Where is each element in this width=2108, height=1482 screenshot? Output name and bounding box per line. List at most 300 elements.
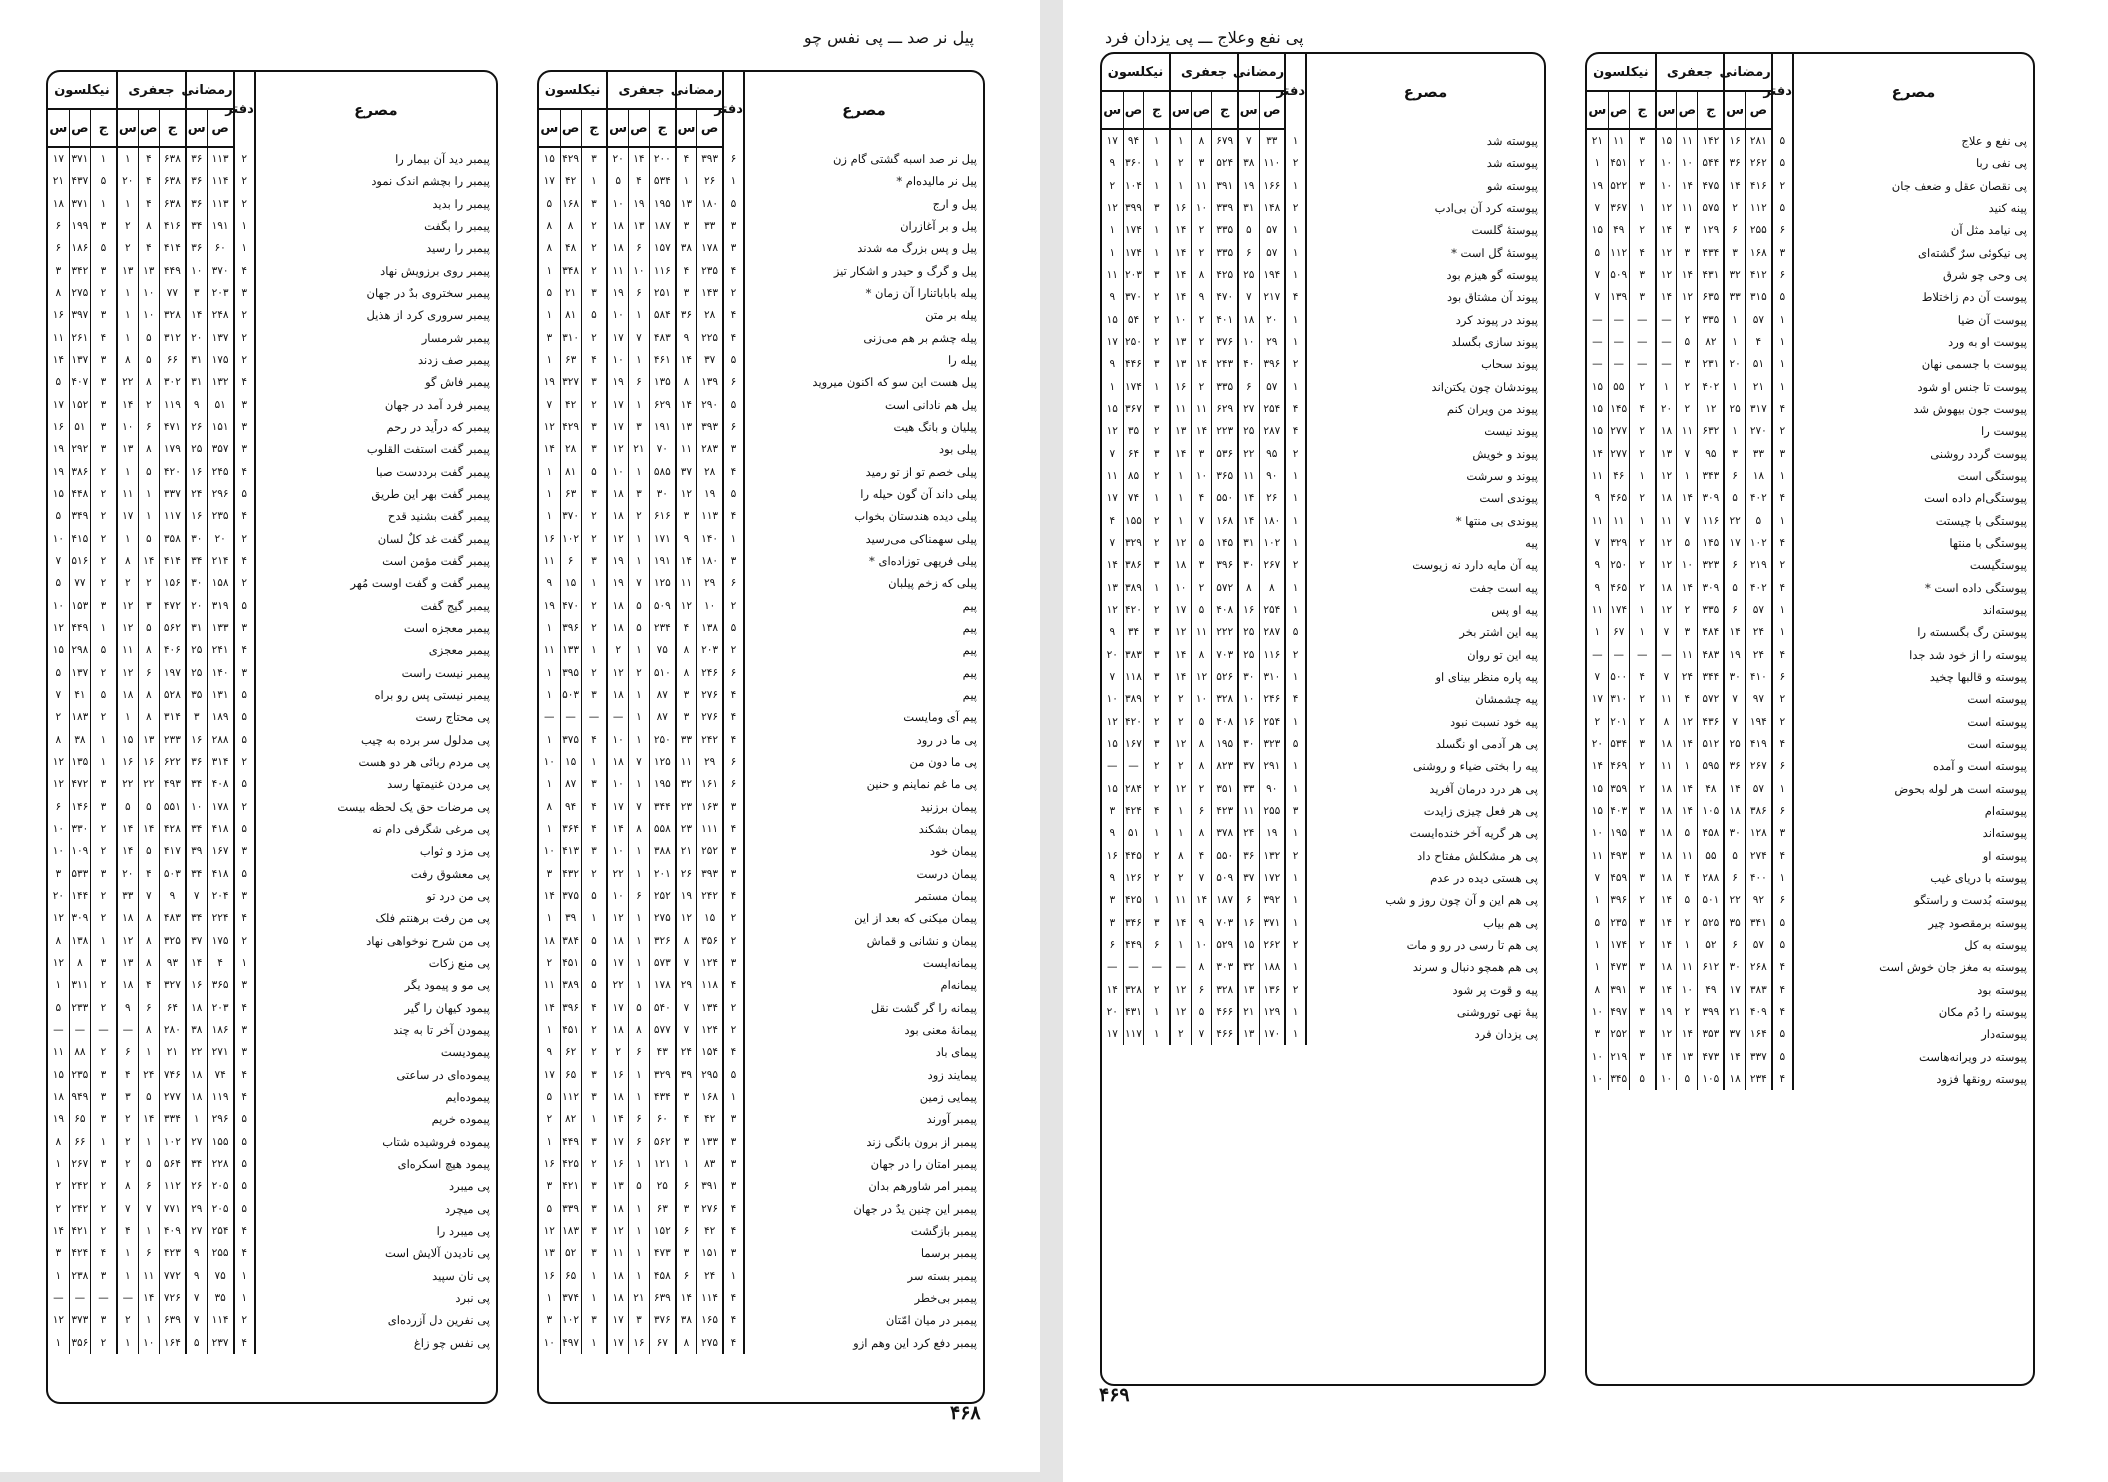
nicholson-page-cell: — [1123, 956, 1144, 978]
daftar-cell: ۴ [1772, 978, 1793, 1000]
nicholson-vol-cell: ۱ [1144, 577, 1170, 599]
jafari-line-cell: ۱۸ [117, 907, 138, 929]
nicholson-line-cell: ۱ [546, 510, 553, 523]
daftar-cell: ۲ [234, 349, 255, 371]
jafari-page-cell: ۸ [1191, 129, 1212, 152]
jafari-line-cell: ۲ [607, 639, 628, 661]
nicholson-vol-cell: ۲ [581, 528, 607, 550]
nicholson-vol-cell: — [1629, 331, 1655, 353]
ramazani-line-cell: ۱۱ [676, 751, 697, 773]
mesra-cell: پیمبر شرمسار [255, 327, 496, 349]
ramazani-page-cell: ۱۱۸ [697, 974, 723, 996]
table-row [539, 260, 983, 282]
mesra-cell: پی نقصان عقل و ضعف جان [1793, 175, 2033, 197]
nicholson-page-cell: ۲۷۵ [69, 282, 90, 304]
jafari-line-cell: ۱ [1170, 800, 1191, 822]
jafari-line-cell: ۱۸ [1170, 554, 1191, 576]
nicholson-line-cell: ۱۵ [52, 644, 65, 657]
jafari-line-cell: ۱۰ [607, 461, 628, 483]
daftar-cell: ۴ [234, 1063, 255, 1085]
jafari-line-cell: ۱ [117, 1264, 138, 1286]
nicholson-line-cell: ۶ [55, 800, 62, 813]
ramazani-page-cell: ۲۴۶ [697, 662, 723, 684]
mesra-cell: پیوسته بود [1793, 978, 2033, 1000]
jafari-page-cell: ۲ [1677, 398, 1698, 420]
nicholson-vol-cell: ۳ [90, 773, 117, 795]
ramazani-page-cell: ۲۵۵ [1259, 800, 1285, 822]
ramazani-page-cell: ۵۱ [1745, 353, 1771, 375]
jafari-page-cell: ۱ [628, 773, 649, 795]
ramazani-page-cell: ۲۹۱ [1259, 755, 1285, 777]
ramazani-line-cell: ۲۴ [676, 1041, 697, 1063]
daftar-cell: ۵ [723, 193, 744, 215]
jafari-line-cell: ۱ [117, 706, 138, 728]
nicholson-page-cell: ۳۸۹ [1123, 688, 1144, 710]
jafari-vol-cell: ۱۷۱ [649, 528, 675, 550]
jafari-page-cell: ۸ [138, 438, 159, 460]
nicholson-vol-cell: ۴ [581, 729, 607, 751]
mesra-cell: پیوسته است [1793, 688, 2033, 710]
mesra-cell: پیمبر گفت بهر این طریق [255, 483, 496, 505]
table-row [1587, 644, 2033, 666]
jafari-vol-cell: ۵۲۸ [159, 684, 186, 706]
ramazani-line-cell: ۱۶ [1238, 599, 1259, 621]
ramazani-line-cell: ۳۰ [1724, 666, 1745, 688]
nicholson-line-cell: ۸ [55, 733, 62, 746]
nicholson-line-cell: ۲۰ [52, 889, 65, 902]
nicholson-page-cell: ۳۴۲ [69, 260, 90, 282]
ramazani-line-cell: ۵ [1238, 219, 1259, 241]
ramazani-line-cell: ۲۱ [676, 840, 697, 862]
nicholson-vol-cell: ۲ [1629, 376, 1655, 398]
ramazani-page-cell: ۱۷۵ [207, 929, 234, 951]
ramazani-page-cell: ۳۸۶ [1745, 800, 1771, 822]
nicholson-page-cell: ۴۱۳ [560, 840, 581, 862]
nicholson-page-cell: — [69, 1287, 90, 1309]
nicholson-page-cell: ۹۴ [560, 796, 581, 818]
jafari-vol-cell: ۱۳۵ [649, 371, 675, 393]
nicholson-vol-cell: ۳ [90, 371, 117, 393]
table-row [1102, 1023, 1544, 1045]
table-row [48, 282, 496, 304]
jafari-vol-cell: ۶۱۶ [649, 505, 675, 527]
jafari-page-cell: ۱۳ [1677, 1045, 1698, 1067]
ramazani-page-cell: ۲۳۵ [697, 260, 723, 282]
ramazani-line-cell: ۳ [186, 282, 207, 304]
mesra-cell: پیمان برزنید [744, 796, 983, 818]
nicholson-page-cell: ۳۴۸ [560, 260, 581, 282]
jafari-vol-cell: ۳۳۹ [1212, 197, 1238, 219]
nicholson-line-cell: ۱ [55, 979, 62, 992]
mesra-cell: پیوند سحاب [1306, 353, 1544, 375]
nicholson-page-cell: ۴۴۹ [560, 1130, 581, 1152]
nicholson-line-cell: ۱ [546, 488, 553, 501]
nicholson-page-cell: ۹۴۹ [69, 1086, 90, 1108]
ramazani-line-cell: ۱ [676, 1153, 697, 1175]
jafari-vol-cell: ۶۷ [649, 1331, 675, 1353]
jafari-vol-cell: ۱۸۷ [1212, 889, 1238, 911]
ramazani-page-cell: ۸ [1259, 577, 1285, 599]
mesra-cell: پیم آی ومایست [744, 706, 983, 728]
table-row [539, 215, 983, 237]
mesra-cell: پیمبر امر شاورهم بدان [744, 1175, 983, 1197]
mesra-cell: پیوندی بی منتها * [1306, 510, 1544, 532]
ramazani-page-cell: ۱۵۵ [207, 1130, 234, 1152]
jafari-line-cell: ۱۷ [607, 1331, 628, 1353]
jafari-page-cell: ۵ [1191, 532, 1212, 554]
nicholson-line-cell: ۸ [55, 934, 62, 947]
nicholson-line-cell: ۲ [546, 1113, 553, 1126]
nicholson-vol-cell: — [90, 1019, 117, 1041]
jafari-page-cell: ۸ [138, 371, 159, 393]
ramazani-line-cell: ۶ [1724, 934, 1745, 956]
nicholson-vol-cell: ۲ [1144, 867, 1170, 889]
mesra-cell: پیه او پس [1306, 599, 1544, 621]
jafari-line-cell: ۱۸ [607, 684, 628, 706]
ramazani-line-cell: ۲۲ [186, 1041, 207, 1063]
jafari-vol-cell: ۴۰۲ [1698, 376, 1724, 398]
ramazani-page-cell: ۱۶۴ [1745, 1023, 1771, 1045]
nicholson-line-cell: ۱۵ [1591, 380, 1603, 393]
table-row [48, 260, 496, 282]
jafari-line-cell: — [117, 1019, 138, 1041]
ramazani-page-cell: ۱۷۰ [1259, 1023, 1285, 1045]
nicholson-vol-cell: ۲ [1144, 532, 1170, 554]
table-row [539, 751, 983, 773]
table-row [48, 528, 496, 550]
jafari-page-cell: ۱۲ [1677, 286, 1698, 308]
table-row [1102, 353, 1544, 375]
jafari-vol-cell: ۷۰۳ [1212, 644, 1238, 666]
subheader-sat: س [1170, 91, 1191, 129]
mesra-cell: پیمبر در میان امّتان [744, 1309, 983, 1331]
nicholson-vol-cell: ۳ [90, 1153, 117, 1175]
nicholson-page-cell: ۳۳۰ [69, 818, 90, 840]
table-row [539, 1019, 983, 1041]
ramazani-line-cell: ۲۰ [186, 595, 207, 617]
jafari-vol-cell: ۱۹۵ [1212, 733, 1238, 755]
table-row [1587, 956, 2033, 978]
ramazani-line-cell: ۲۲ [1238, 443, 1259, 465]
ramazani-page-cell: ۲۸۷ [1259, 621, 1285, 643]
jafari-page-cell: ۱۰ [1677, 978, 1698, 1000]
nicholson-line-cell: ۱ [1594, 626, 1601, 639]
daftar-cell: ۶ [723, 773, 744, 795]
mesra-cell: پیوسته بُدست و راستگو [1793, 889, 2033, 911]
subheader-jel: ج [649, 109, 675, 147]
table-row [48, 237, 496, 259]
table-row [1102, 219, 1544, 241]
jafari-page-cell: ۸ [138, 929, 159, 951]
table-row [1102, 554, 1544, 576]
nicholson-line-cell: ۸ [546, 800, 553, 813]
table-row [48, 863, 496, 885]
table-row [48, 1153, 496, 1175]
ramazani-page-cell: ۲۸۱ [1745, 129, 1771, 152]
ramazani-line-cell: ۲۴ [1238, 822, 1259, 844]
ramazani-page-cell: ۱۱۶ [1259, 644, 1285, 666]
jafari-line-cell: ۶ [117, 1041, 138, 1063]
mesra-cell: پیلی خصم تو از تو رمید [744, 461, 983, 483]
daftar-cell: ۶ [1772, 755, 1793, 777]
mesra-cell: پی مزد و ثواب [255, 840, 496, 862]
nicholson-page-cell: ۳۶۴ [560, 818, 581, 840]
ramazani-page-cell: ۱۸۰ [697, 193, 723, 215]
jafari-vol-cell: ۵۷۷ [649, 1019, 675, 1041]
nicholson-line-cell: ۱۱ [1591, 514, 1603, 527]
mesra-cell: پیه [1306, 532, 1544, 554]
jafari-page-cell: ۳ [1677, 621, 1698, 643]
mesra-cell: پیمبر گفت و گفت اوست مُهر [255, 572, 496, 594]
mesra-cell: پیوسته کرد آن بی‌ادب [1306, 197, 1544, 219]
daftar-cell: ۵ [1772, 911, 1793, 933]
ramazani-page-cell: ۳۱۹ [207, 595, 234, 617]
jafari-vol-cell: ۲۵۱ [649, 282, 675, 304]
ramazani-page-cell: ۳۶۵ [207, 974, 234, 996]
jafari-vol-cell: ۳۰۳ [1212, 956, 1238, 978]
mesra-cell: پیوسته رونقها فزود [1793, 1068, 2033, 1090]
nicholson-vol-cell: ۲ [90, 1197, 117, 1219]
jafari-page-cell: ۱ [628, 863, 649, 885]
nicholson-page-cell: ۱۹۹ [69, 215, 90, 237]
daftar-cell: ۴ [234, 639, 255, 661]
nicholson-page-cell: ۴۲۹ [560, 416, 581, 438]
ramazani-page-cell: ۴۱۸ [207, 818, 234, 840]
table-row [1587, 1023, 2033, 1045]
daftar-cell: ۵ [234, 1130, 255, 1152]
jafari-vol-cell: ۳۹۹ [1698, 1001, 1724, 1023]
nicholson-page-cell: ۶۵ [560, 1264, 581, 1286]
table-row [1587, 510, 2033, 532]
jafari-vol-cell: ۳۲۶ [649, 929, 675, 951]
nicholson-page-cell: ۶۳ [560, 349, 581, 371]
nicholson-vol-cell: ۱ [581, 1287, 607, 1309]
daftar-cell: ۴ [1285, 688, 1306, 710]
table-row [1587, 242, 2033, 264]
ramazani-page-cell: ۱۱۴ [697, 1287, 723, 1309]
jafari-vol-cell: ۲۸۸ [1698, 867, 1724, 889]
nicholson-vol-cell: ۳ [581, 416, 607, 438]
ramazani-line-cell: ۳۶ [1238, 845, 1259, 867]
nicholson-page-cell: ۶۲ [560, 1041, 581, 1063]
jafari-vol-cell: ۱۶۸ [1212, 510, 1238, 532]
jafari-vol-cell: ۴۱۴ [159, 237, 186, 259]
table-row [1587, 934, 2033, 956]
ramazani-line-cell: ۱۳ [676, 193, 697, 215]
table-row [1102, 711, 1544, 733]
nicholson-vol-cell: ۵ [581, 304, 607, 326]
table-row [48, 639, 496, 661]
table-row [539, 863, 983, 885]
ramazani-page-cell: ۹۷ [1745, 688, 1771, 710]
ramazani-line-cell: ۸ [676, 662, 697, 684]
ramazani-line-cell: ۷ [676, 952, 697, 974]
nicholson-line-cell: ۱۵ [1106, 738, 1118, 751]
table-row [48, 662, 496, 684]
ramazani-line-cell: ۱۳ [676, 416, 697, 438]
nicholson-page-cell: ۲۸ [560, 438, 581, 460]
nicholson-page-cell: ۱۷۴ [1123, 242, 1144, 264]
daftar-cell: ۱ [1772, 331, 1793, 353]
mesra-cell: پی نیامد مثل آن [1793, 219, 2033, 241]
ramazani-page-cell: ۹۰ [1259, 465, 1285, 487]
ramazani-line-cell: ۱۴ [676, 550, 697, 572]
jafari-line-cell: ۷ [117, 1197, 138, 1219]
daftar-cell: ۵ [234, 1108, 255, 1130]
ramazani-page-cell: ۲۶۷ [1745, 755, 1771, 777]
jafari-line-cell: ۱۴ [117, 840, 138, 862]
subheader-sat: س [1587, 91, 1608, 129]
jafari-line-cell: ۱۳ [117, 260, 138, 282]
nicholson-vol-cell: ۳ [90, 1063, 117, 1085]
daftar-cell: ۳ [234, 662, 255, 684]
ramazani-line-cell: ۹ [676, 528, 697, 550]
jafari-line-cell: ۱۸ [1656, 778, 1677, 800]
ramazani-page-cell: ۵ [1745, 510, 1771, 532]
daftar-cell: ۲ [234, 1309, 255, 1331]
mesra-cell: پیوسته به مغز جان خوش است [1793, 956, 2033, 978]
jafari-vol-cell: ۱۰۵ [1698, 800, 1724, 822]
ramazani-line-cell: ۳۴ [186, 215, 207, 237]
jafari-page-cell: ۵ [1677, 532, 1698, 554]
jafari-page-cell: ۴ [1677, 867, 1698, 889]
nicholson-vol-cell: ۳ [581, 1175, 607, 1197]
table-row [539, 1130, 983, 1152]
jafari-line-cell: ۱۰ [1656, 175, 1677, 197]
nicholson-page-cell: ۳۴ [1123, 621, 1144, 643]
nicholson-line-cell: ۱ [55, 1157, 62, 1170]
jafari-line-cell: ۱ [1170, 129, 1191, 152]
nicholson-vol-cell: ۳ [90, 215, 117, 237]
table-row [539, 929, 983, 951]
jafari-vol-cell: ۳۴۴ [1698, 666, 1724, 688]
nicholson-line-cell: ۲ [55, 1202, 62, 1215]
ramazani-page-cell: ۲۸ [697, 304, 723, 326]
jafari-line-cell: ۱۳ [1656, 443, 1677, 465]
table-row [48, 505, 496, 527]
nicholson-line-cell: ۱ [1109, 224, 1116, 237]
jafari-line-cell: ۱ [117, 327, 138, 349]
jafari-line-cell: ۱۲ [117, 595, 138, 617]
mesra-cell: پیلی دیده هندستان بخواب [744, 505, 983, 527]
jafari-line-cell: ۳ [117, 1086, 138, 1108]
nicholson-page-cell: ۱۱۷ [1123, 1023, 1144, 1045]
daftar-cell: ۲ [723, 282, 744, 304]
ramazani-line-cell: ۱۳ [1238, 978, 1259, 1000]
nicholson-line-cell: ۱ [546, 1291, 553, 1304]
jafari-line-cell: ۱۱ [1170, 889, 1191, 911]
table-row [48, 416, 496, 438]
table-row [539, 1264, 983, 1286]
ramazani-line-cell: ۸ [1238, 577, 1259, 599]
jafari-vol-cell: ۵۱۲ [1698, 733, 1724, 755]
nicholson-page-cell: — [1608, 331, 1629, 353]
subheader-sah: ص [1677, 91, 1698, 129]
jafari-vol-cell: ۶۳۸ [159, 147, 186, 170]
ramazani-page-cell: ۴۰۲ [1745, 577, 1771, 599]
mesra-cell: پیمان مستمر [744, 885, 983, 907]
daftar-cell: ۴ [234, 505, 255, 527]
mesra-cell: پی هر فعل چیزی زایدت [1306, 800, 1544, 822]
nicholson-page-cell: ۴۲۵ [1123, 889, 1144, 911]
table-row [1587, 577, 2033, 599]
jafari-vol-cell: ۹۵ [1698, 443, 1724, 465]
header-nicholson: نیکلسون [539, 72, 607, 109]
jafari-vol-cell: ۷۷ [159, 282, 186, 304]
mesra-cell: پیمبر را بدید [255, 193, 496, 215]
ramazani-line-cell: ۷ [186, 1287, 207, 1309]
nicholson-line-cell: ۱۸ [543, 934, 555, 947]
jafari-line-cell: ۲۲ [117, 371, 138, 393]
daftar-cell: ۵ [234, 1175, 255, 1197]
jafari-line-cell: ۲ [117, 237, 138, 259]
mesra-cell: پی معشوق رفت [255, 863, 496, 885]
ramazani-page-cell: ۲۶۲ [1745, 152, 1771, 174]
mesra-cell: پی میبرد را [255, 1220, 496, 1242]
daftar-cell: ۲ [723, 595, 744, 617]
table-row [1102, 867, 1544, 889]
ramazani-line-cell: ۱ [1724, 420, 1745, 442]
ramazani-page-cell: ۱۳۲ [1259, 845, 1285, 867]
nicholson-vol-cell: ۲ [1629, 219, 1655, 241]
jafari-vol-cell: ۳۵۳ [1698, 1023, 1724, 1045]
daftar-cell: ۵ [234, 595, 255, 617]
ramazani-line-cell: ۲۵ [1724, 733, 1745, 755]
daftar-cell: ۵ [1772, 152, 1793, 174]
jafari-vol-cell: ۳۷۸ [1212, 822, 1238, 844]
ramazani-page-cell: ۲۰۴ [207, 885, 234, 907]
daftar-cell: ۱ [1285, 532, 1306, 554]
ramazani-line-cell: ۹ [676, 327, 697, 349]
ramazani-line-cell: ۱۴ [186, 304, 207, 326]
nicholson-line-cell: ۵ [546, 197, 553, 210]
nicholson-page-cell: ۱۷۴ [1123, 376, 1144, 398]
ramazani-line-cell: ۳۰ [186, 528, 207, 550]
jafari-vol-cell: ۳۹۶ [1212, 554, 1238, 576]
jafari-page-cell: ۶ [628, 371, 649, 393]
jafari-line-cell: ۱۷ [607, 1130, 628, 1152]
ramazani-page-cell: ۲۷۴ [1745, 845, 1771, 867]
mesra-cell: پینه کنید [1793, 197, 2033, 219]
nicholson-page-cell: ۳۰۹ [69, 907, 90, 929]
jafari-line-cell: ۱۹ [607, 550, 628, 572]
ramazani-line-cell: ۶ [1238, 376, 1259, 398]
nicholson-page-cell: ۲۵۰ [1608, 554, 1629, 576]
table-row [539, 461, 983, 483]
mesra-cell: پی هم این و آن چون روز و شب [1306, 889, 1544, 911]
nicholson-line-cell: ۳ [546, 1314, 553, 1327]
jafari-line-cell: ۱۸ [607, 1287, 628, 1309]
daftar-cell: ۵ [1772, 934, 1793, 956]
ramazani-page-cell: ۱۱۳ [697, 505, 723, 527]
table-row [539, 885, 983, 907]
header-nicholson: نیکلسون [48, 72, 117, 109]
ramazani-page-cell: ۴ [1745, 331, 1771, 353]
ramazani-page-cell: ۳۹۲ [1259, 889, 1285, 911]
ramazani-line-cell: ۲۷ [1238, 398, 1259, 420]
nicholson-vol-cell: ۳ [581, 1063, 607, 1085]
daftar-cell: ۴ [723, 885, 744, 907]
nicholson-page-cell: ۳۹ [560, 907, 581, 929]
jafari-page-cell: ۴ [138, 147, 159, 170]
jafari-vol-cell: ۸۲ [1698, 331, 1724, 353]
table-row [539, 617, 983, 639]
mesra-cell: پیوستگی داده است * [1793, 577, 2033, 599]
nicholson-page-cell: ۱۳۳ [560, 639, 581, 661]
nicholson-vol-cell: ۲ [1629, 554, 1655, 576]
table-row [1587, 264, 2033, 286]
daftar-cell: ۳ [723, 840, 744, 862]
